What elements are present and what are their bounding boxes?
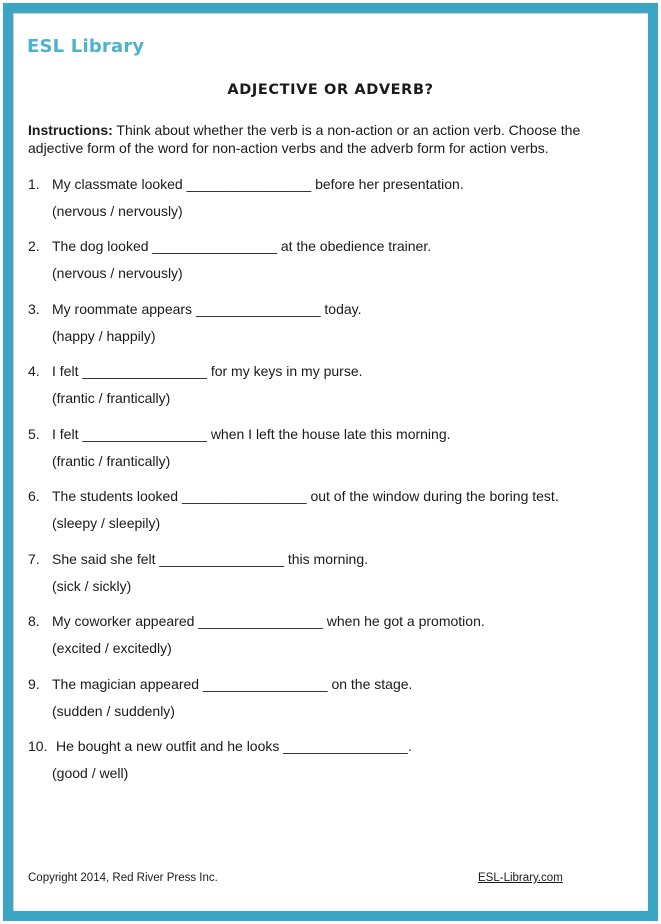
question-item: [28, 550, 628, 595]
question-options: (good / well): [52, 765, 129, 781]
question-options: (excited / excitedly): [52, 640, 172, 656]
question-item: [28, 362, 628, 407]
question-text: My classmate looked ________________ before her presentation.: [52, 176, 464, 192]
question-number: 5.: [28, 426, 40, 442]
footer-link[interactable]: ESL-Library.com: [478, 872, 563, 884]
instructions-label: Instructions:: [28, 122, 113, 138]
question-options: (sleepy / sleepily): [52, 515, 161, 531]
question-item: [28, 675, 628, 720]
question-number: 4.: [28, 363, 40, 379]
question-text: My roommate appears ________________ today.: [52, 301, 362, 317]
question-options: (frantic / frantically): [52, 453, 171, 469]
question-item: [28, 737, 628, 782]
question-text: I felt ________________ for my keys in my purse.: [52, 363, 363, 379]
question-options: (sick / sickly): [52, 578, 132, 594]
question-text: The magician appeared ________________ on the stage.: [52, 676, 413, 692]
question-item: [28, 175, 628, 220]
question-text: The students looked ________________ out of the window during the boring test.: [52, 488, 559, 504]
question-options: (sudden / suddenly): [52, 703, 175, 719]
question-number: 9.: [28, 676, 40, 692]
question-item: [28, 237, 628, 282]
question-item: [28, 487, 628, 532]
instructions-text: Think about whether the verb is a non-action or an action verb. Choose the adjective form of the word for non-action verbs and the adverb form for action verbs.: [28, 122, 581, 156]
question-text: My coworker appeared ________________ when he got a promotion.: [52, 613, 485, 629]
question-number: 7.: [28, 551, 40, 567]
question-text: She said she felt ________________ this morning.: [52, 551, 369, 567]
question-options: (nervous / nervously): [52, 203, 183, 219]
question-number: 2.: [28, 238, 40, 254]
footer-copyright: Copyright 2014, Red River Press Inc.: [28, 872, 218, 884]
question-number: 1.: [28, 176, 40, 192]
question-options: (nervous / nervously): [52, 265, 183, 281]
question-item: [28, 612, 628, 657]
brand-logo: ESL Library: [27, 36, 145, 57]
question-number: 8.: [28, 613, 40, 629]
instructions: [28, 121, 628, 157]
question-options: (happy / happily): [52, 328, 156, 344]
worksheet-title: ADJECTIVE OR ADVERB?: [227, 82, 434, 98]
question-item: [28, 300, 628, 345]
question-text: I felt ________________ when I left the house late this morning.: [52, 426, 451, 442]
question-item: [28, 425, 628, 470]
question-options: (frantic / frantically): [52, 390, 171, 406]
question-number: 6.: [28, 488, 40, 504]
question-text: The dog looked ________________ at the obedience trainer.: [52, 238, 432, 254]
question-text: He bought a new outfit and he looks ________________.: [56, 738, 412, 754]
question-number: 3.: [28, 301, 40, 317]
question-number: 10.: [28, 738, 48, 754]
